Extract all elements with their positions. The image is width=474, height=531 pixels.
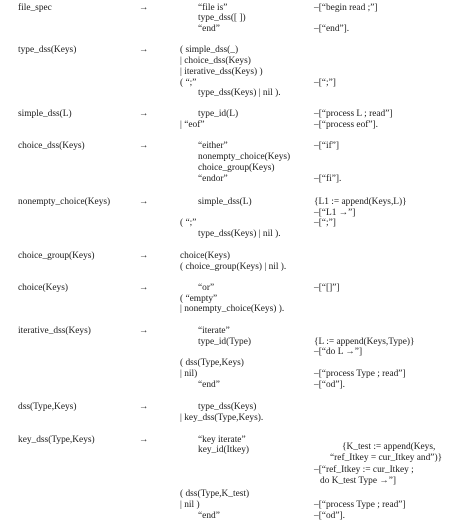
rule-rhs: “end”	[198, 24, 220, 34]
rule-rhs: choice(Keys)	[180, 251, 230, 261]
rule-action: {K_test := append(Keys,	[342, 442, 436, 452]
rule-action: {L := append(Keys,Type)}	[314, 337, 415, 347]
rule-rhs: “key iterate”	[198, 435, 246, 445]
rule-rhs: ( “;”	[180, 78, 197, 88]
rule-rhs: | nonempty_choice(Keys) ).	[180, 304, 285, 314]
rule-action: –[“process Type ; read”]	[314, 369, 406, 379]
rule-action: –[“od”].	[314, 380, 345, 390]
rule-arrow: →	[139, 402, 149, 412]
rule-rhs: | nil)	[180, 369, 198, 379]
rule-action: –[“process Type ; read”]	[314, 500, 406, 510]
rule-rhs: type_id(Type)	[198, 337, 251, 347]
rule-lhs: dss(Type,Keys)	[18, 402, 77, 412]
rule-rhs: “iterate”	[198, 326, 230, 336]
rule-arrow: →	[139, 435, 149, 445]
rule-rhs: | nil )	[180, 500, 200, 510]
rule-rhs: ( choice_group(Keys) | nil ).	[180, 262, 287, 272]
rule-rhs: key_id(Itkey)	[198, 445, 250, 455]
rule-rhs: simple_dss(L)	[198, 197, 252, 207]
rule-arrow: →	[139, 141, 149, 151]
rule-arrow: →	[139, 326, 149, 336]
rule-rhs: ( “empty”	[180, 294, 218, 304]
rule-rhs: type_dss(Keys) | nil ).	[198, 88, 281, 98]
rule-arrow: →	[139, 3, 149, 13]
rule-rhs: | key_dss(Type,Keys).	[180, 413, 264, 423]
rule-lhs: simple_dss(L)	[18, 109, 72, 119]
rule-action: –[“;”]	[314, 78, 336, 88]
rule-action: –[“fi”].	[314, 174, 342, 184]
rule-rhs: “end”	[198, 511, 220, 521]
rule-action: –[“if”]	[314, 141, 339, 151]
rule-lhs: key_dss(Type,Keys)	[18, 435, 95, 445]
rule-action: “ref_Itkey = cur_Itkey and”)}	[330, 453, 443, 463]
rule-action: –[“od”].	[314, 511, 345, 521]
rule-action: {L1 := append(Keys,L)}	[314, 197, 407, 207]
rule-arrow: →	[139, 45, 149, 55]
rule-action: –[“;”]	[314, 218, 336, 228]
rule-action: –[“ref_Itkey := cur_Itkey ;	[314, 465, 414, 475]
rule-rhs: ( “;”	[180, 218, 197, 228]
rule-action: –[“L1 →”]	[314, 208, 356, 218]
rule-rhs: choice_group(Keys)	[198, 163, 275, 173]
rule-action: –[“do L →”]	[314, 347, 363, 357]
rule-rhs: “or”	[198, 283, 215, 293]
rule-rhs: “file is”	[198, 3, 228, 13]
rule-rhs: | “eof”	[180, 120, 205, 130]
rule-action: –[“begin read ;”]	[314, 3, 378, 13]
rule-rhs: ( dss(Type,K_test)	[180, 489, 250, 499]
rule-rhs: type_dss([ ])	[198, 13, 246, 23]
rule-action: –[“process eof”].	[314, 120, 379, 130]
rule-action: –[“end”].	[314, 24, 350, 34]
rule-rhs: type_id(L)	[198, 109, 239, 119]
rule-rhs: ( simple_dss(_)	[180, 45, 239, 55]
rule-rhs: | iterative_dss(Keys) )	[180, 67, 263, 77]
rule-action: –[“[]”]	[314, 283, 340, 293]
rule-rhs: | choice_dss(Keys)	[180, 56, 251, 66]
rule-lhs: choice(Keys)	[18, 283, 68, 293]
rule-rhs: “either”	[198, 141, 228, 151]
rule-rhs: ( dss(Type,Keys)	[180, 358, 244, 368]
rule-rhs: nonempty_choice(Keys)	[198, 152, 291, 162]
rule-lhs: choice_dss(Keys)	[18, 141, 85, 151]
rule-rhs: type_dss(Keys)	[198, 402, 257, 412]
rule-lhs: iterative_dss(Keys)	[18, 326, 91, 336]
rule-arrow: →	[139, 197, 149, 207]
rule-lhs: type_dss(Keys)	[18, 45, 77, 55]
rule-rhs: “endor”	[198, 174, 228, 184]
rule-action: –[“process L ; read”]	[314, 109, 393, 119]
rule-lhs: file_spec	[18, 3, 52, 13]
rule-arrow: →	[139, 109, 149, 119]
rule-rhs: type_dss(Keys) | nil ).	[198, 229, 281, 239]
rule-lhs: nonempty_choice(Keys)	[18, 197, 111, 207]
rule-arrow: →	[139, 283, 149, 293]
rule-arrow: →	[139, 251, 149, 261]
rule-rhs: “end”	[198, 380, 220, 390]
rule-action: do K_test Type →”]	[320, 476, 396, 486]
rule-lhs: choice_group(Keys)	[18, 251, 95, 261]
